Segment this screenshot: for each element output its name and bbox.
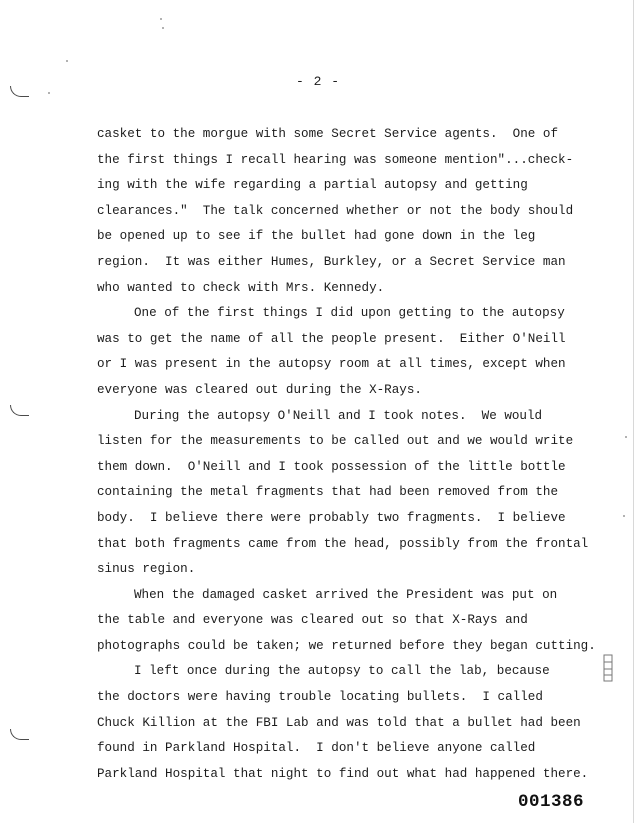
- page-number: - 2 -: [296, 74, 341, 89]
- text-line: Parkland Hospital that night to find out what had happened there.: [97, 766, 589, 781]
- scan-speck: [625, 436, 627, 438]
- text-line: body. I believe there were probably two fragments. I believe: [97, 510, 566, 525]
- text-line: found in Parkland Hospital. I don't believe anyone called: [97, 741, 536, 756]
- scan-speck: [66, 60, 68, 62]
- text-line: Chuck Killion at the FBI Lab and was told that a bullet had been: [97, 715, 581, 730]
- text-line: I left once during the autopsy to call the lab, because: [134, 664, 550, 679]
- text-line: who wanted to check with Mrs. Kennedy.: [97, 280, 385, 295]
- hole-punch-mark-middle: [10, 405, 29, 416]
- text-line: containing the metal fragments that had been removed from the: [97, 485, 559, 500]
- hole-punch-mark-bottom: [10, 729, 29, 740]
- text-line: casket to the morgue with some Secret Service agents. One of: [97, 127, 559, 141]
- hole-punch-mark-top: [10, 86, 29, 97]
- text-line: them down. O'Neill and I took possession of the little bottle: [97, 459, 566, 474]
- text-line: everyone was cleared out during the X-Rays.: [97, 382, 422, 397]
- text-line: One of the first things I did upon getting to the autopsy: [134, 306, 565, 321]
- text-line: sinus region.: [97, 562, 196, 577]
- text-line: When the damaged casket arrived the President was put on: [134, 587, 558, 602]
- text-line: be opened up to see if the bullet had gone down in the leg: [97, 229, 536, 244]
- document-id-stamp: 001386: [518, 792, 585, 812]
- scan-speck: [48, 92, 50, 94]
- text-line: that both fragments came from the head, possibly from the frontal: [97, 536, 589, 551]
- scan-speck: [623, 515, 625, 517]
- text-line: the first things I recall hearing was someone mention"...check-: [97, 152, 574, 167]
- document-body: [97, 122, 597, 787]
- text-line: or I was present in the autopsy room at all times, except when: [97, 357, 566, 372]
- text-line: During the autopsy O'Neill and I took notes. We would: [134, 408, 543, 423]
- text-line: was to get the name of all the people present. Either O'Neill: [97, 331, 566, 346]
- text-line: the table and everyone was cleared out so that X-Rays and: [97, 613, 528, 628]
- text-line: photographs could be taken; we returned before they began cutting.: [97, 638, 596, 653]
- text-line: the doctors were having trouble locating bullets. I called: [97, 690, 543, 705]
- text-line: region. It was either Humes, Burkley, or a Secret Service man: [97, 254, 566, 269]
- text-line: ing with the wife regarding a partial autopsy and getting: [97, 178, 528, 193]
- scan-speck: [162, 27, 164, 29]
- text-line: listen for the measurements to be called out and we would write: [97, 434, 574, 449]
- text-line: clearances." The talk concerned whether or not the body should: [97, 203, 574, 218]
- margin-stamp-mark: [602, 653, 614, 683]
- page-edge-shadow: [633, 0, 634, 823]
- scan-speck: [160, 18, 162, 20]
